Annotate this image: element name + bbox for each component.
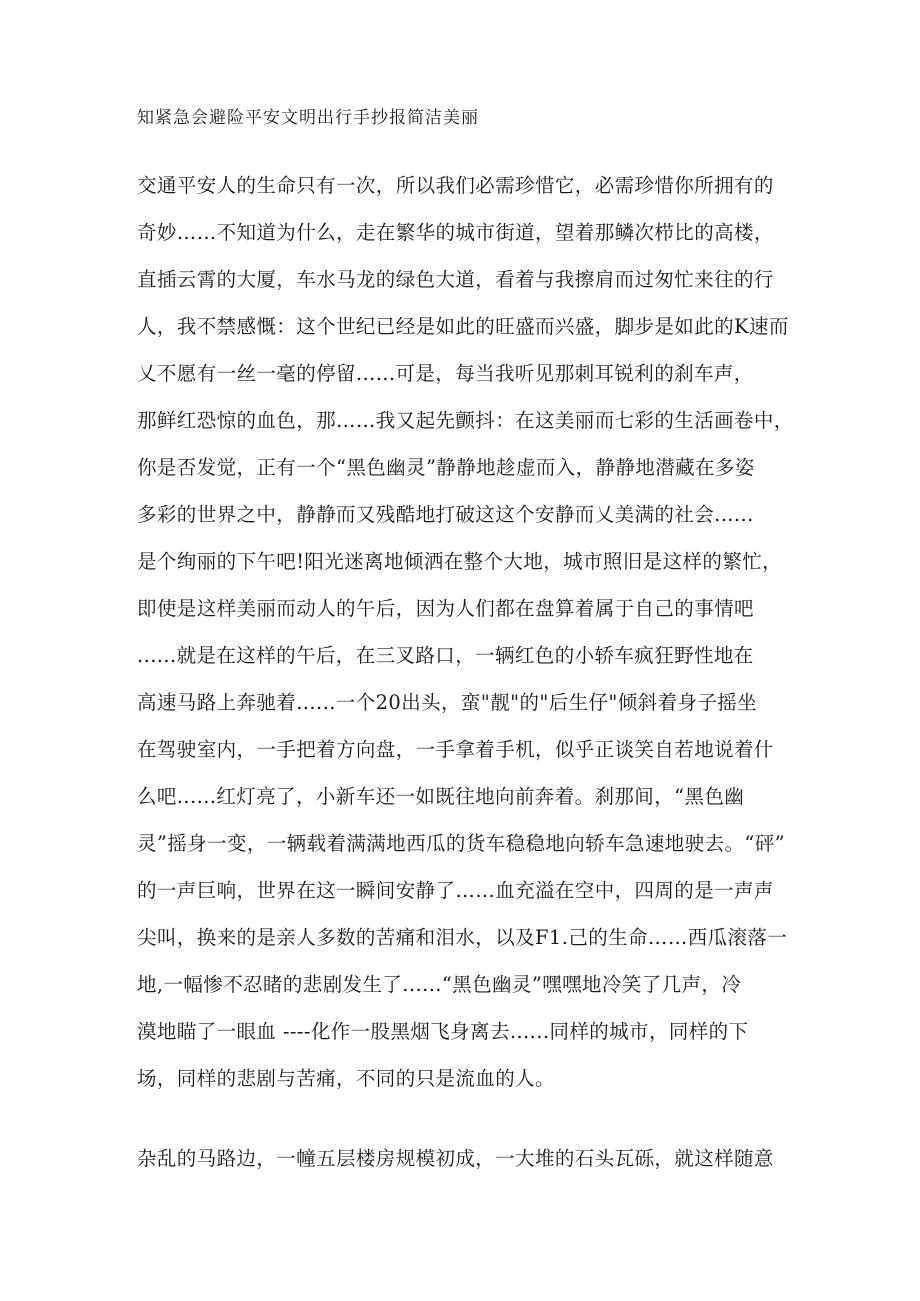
text-line: 即使是这样美丽而动人的午后，因为人们都在盘算着属于自己的事情吧 (137, 597, 754, 620)
text-line: 漠地瞄了一眼血 ----化作一股黑烟飞身离去......同样的城市，同样的下 (137, 1020, 749, 1043)
text-line: 高速马路上奔驰着......一个20出头，蛮"靓"的"后生仔"倾斜着身子摇坐 (137, 691, 758, 714)
paragraph-1 (137, 171, 797, 1111)
text-line: 尖叫，换来的是亲人多数的苦痛和泪水，以及F1.己的生命……西瓜滚落一 (137, 926, 788, 949)
text-line: 的一声巨响，世界在这一瞬间安静了……血充溢在空中，四周的是一声声 (137, 879, 774, 902)
text-line: 在驾驶室内，一手把着方向盘，一手拿着手机，似乎正谈笑自若地说着什 (137, 738, 774, 761)
text-line: 是个绚丽的下午吧!阳光迷离地倾洒在整个大地，城市照旧是这样的繁忙， (137, 550, 783, 573)
text-line: 杂乱的马路边，一幢五层楼房规模初成，一大堆的石头瓦砾，就这样随意 (137, 1147, 774, 1170)
document-title: 知紧急会避险平安文明出行手抄报简洁美丽 (137, 108, 479, 128)
text-line: 奇妙……不知道为什么，走在繁华的城市街道，望着那鳞次栉比的高楼， (137, 221, 774, 244)
text-line: 交通平安人的生命只有一次，所以我们必需珍惜它，必需珍惜你所拥有的 (137, 174, 774, 197)
text-line: 直插云霄的大厦，车水马龙的绿色大道，看着与我擦肩而过匆忙来往的行 (137, 268, 774, 291)
text-line: 你是否发觉，正有一个“黑色幽灵”静静地趁虚而入，静静地潜藏在多姿 (137, 456, 755, 479)
text-line: ......就是在这样的午后，在三叉路口，一辆红色的小轿车疯狂野性地在 (137, 644, 754, 667)
text-line: 场，同样的悲剧与苦痛，不同的只是流血的人。 (137, 1067, 555, 1090)
text-line: 地,一幅惨不忍睹的悲剧发生了......“黑色幽灵”嘿嘿地冷笑了几声，冷 (137, 973, 742, 996)
text-line: 人，我不禁感慨：这个世纪已经是如此的旺盛而兴盛，脚步是如此的K速而 (137, 315, 789, 338)
paragraph-2 (137, 1144, 797, 1191)
text-line: 么吧......红灯亮了，小新车还一如既往地向前奔着。刹那间，“黑色幽 (137, 785, 745, 808)
text-line: 多彩的世界之中，静静而又残酷地打破这这个安静而乂美满的社会...... (137, 503, 754, 526)
text-line: 那鲜红恐惊的血色，那……我又起先颤抖：在这美丽而七彩的生活画卷中， (137, 409, 794, 432)
text-line: 乂不愿有一丝一毫的停留......可是，每当我听见那刺耳锐利的刹车声， (137, 362, 754, 385)
text-line: 灵”摇身一变，一辆载着满满地西瓜的货车稳稳地向轿车急速地驶去。“砰” (137, 832, 786, 855)
